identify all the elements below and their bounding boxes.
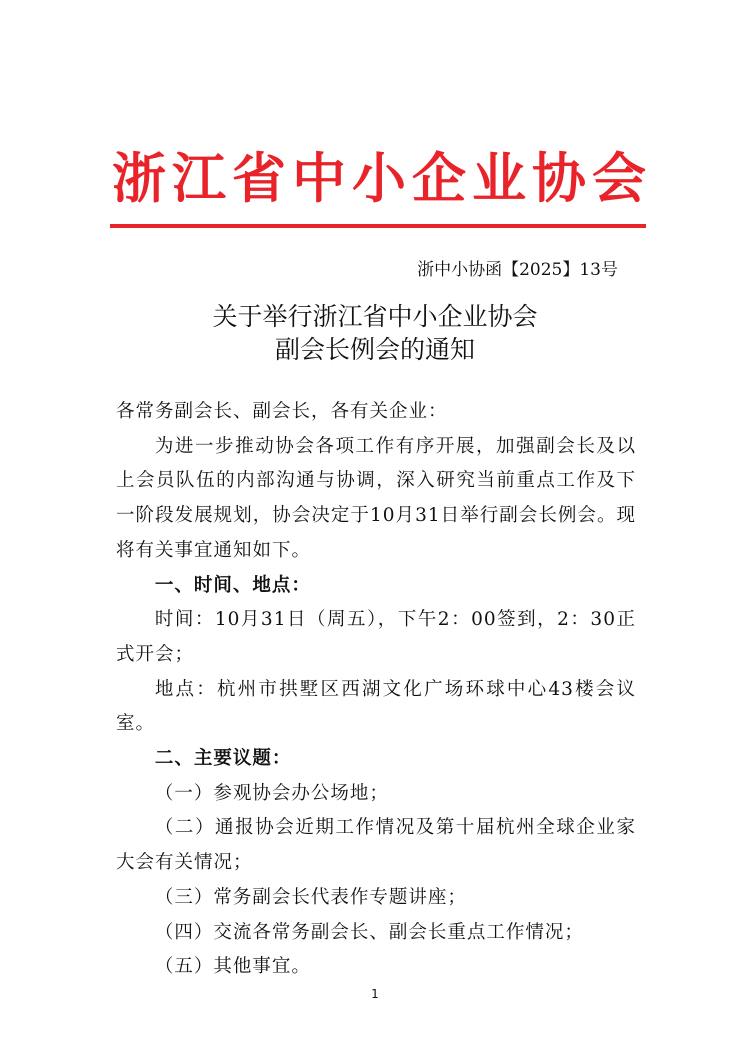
masthead-org-name: 浙江省中小企业协会 [112, 147, 652, 210]
document-number: 浙中小协函【2025】13号 [417, 260, 618, 280]
section-heading-time-location: 一、时间、地点： [154, 574, 311, 596]
masthead-red-rule [110, 224, 646, 228]
document-title [0, 300, 750, 366]
agenda-item: （三）常务副会长代表作专题讲座； [154, 886, 467, 908]
meeting-location: 地点：杭州市拱墅区西湖文化广场环球中心43楼会议室。 [116, 678, 636, 735]
title-line-2: 副会长例会的通知 [274, 335, 475, 364]
meeting-time: 时间：10月31日（周五），下午2：00签到，2：30正式开会； [116, 609, 636, 665]
document-body [116, 395, 636, 985]
section-heading-agenda: 二、主要议题： [154, 748, 292, 770]
agenda-item: （一）参观协会办公场地； [154, 782, 389, 804]
intro-paragraph: 为进一步推动协会各项工作有序开展，加强副会长及以上会员队伍的内部沟通与协调，深入研究当前重点工作及下一阶段发展规划，协会决定于10月31日举行副会长例会。现将有关事宜通知如下。 [116, 435, 636, 561]
agenda-item: （五）其他事宜。 [154, 956, 311, 978]
salutation: 各常务副会长、副会长，各有关企业： [116, 401, 448, 422]
agenda-item: （二）通报协会近期工作情况及第十届杭州全球企业家大会有关情况； [116, 817, 636, 874]
page-number: 1 [371, 987, 379, 1001]
agenda-item: （四）交流各常务副会长、副会长重点工作情况； [154, 921, 584, 943]
title-line-1: 关于举行浙江省中小企业协会 [212, 302, 538, 331]
